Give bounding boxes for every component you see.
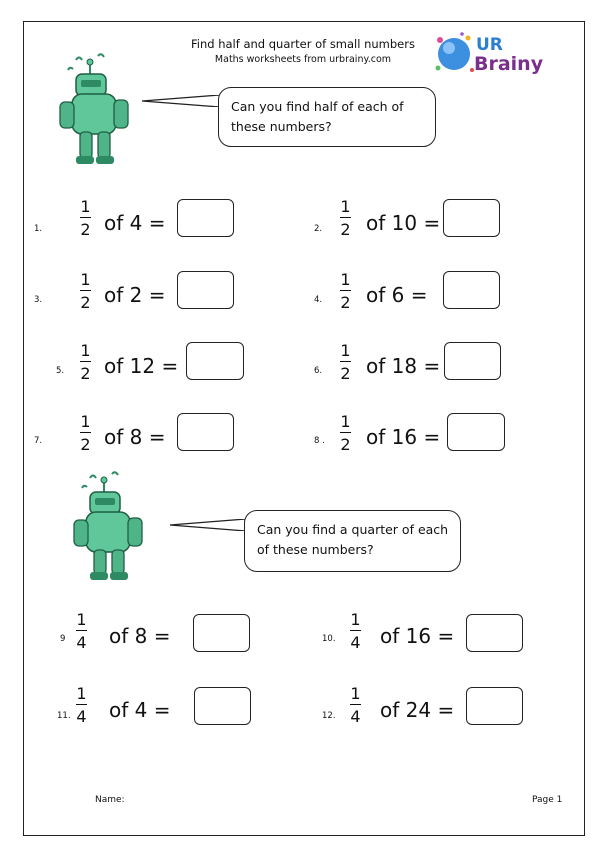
fraction	[340, 270, 351, 312]
fraction-denominator: 2	[80, 293, 91, 313]
page-number: Page 1	[532, 795, 563, 805]
fraction-bar	[350, 704, 361, 705]
question-number: 1.	[34, 224, 43, 234]
fraction-denominator: 2	[340, 364, 351, 384]
speech-bubble-tail	[168, 519, 246, 531]
fraction-bar	[340, 217, 351, 218]
question-expression: of 2 =	[104, 283, 166, 307]
answer-box[interactable]	[466, 614, 523, 652]
robot-mascot-icon	[58, 52, 130, 176]
robot-mascot-icon	[72, 470, 144, 590]
question-number: 7.	[34, 436, 43, 446]
question-number: 9	[60, 634, 66, 644]
answer-box[interactable]	[447, 413, 505, 451]
fraction	[76, 684, 87, 726]
name-label: Name:	[95, 795, 125, 805]
fraction-denominator: 2	[80, 364, 91, 384]
question-expression: of 8 =	[109, 624, 171, 648]
speech-bubble-half	[218, 87, 436, 147]
fraction-bar	[350, 630, 361, 631]
fraction-numerator: 1	[76, 684, 87, 703]
question-expression: of 18 =	[366, 354, 441, 378]
fraction-denominator: 2	[340, 435, 351, 455]
fraction	[340, 412, 351, 454]
answer-box[interactable]	[466, 687, 523, 725]
fraction-numerator: 1	[340, 270, 351, 289]
fraction-bar	[340, 361, 351, 362]
question-expression: of 10 =	[366, 211, 441, 235]
fraction-denominator: 4	[76, 633, 87, 653]
fraction-numerator: 1	[76, 610, 87, 629]
question-number: 6.	[314, 366, 323, 376]
fraction-bar	[340, 290, 351, 291]
fraction-numerator: 1	[80, 270, 91, 289]
question-number: 8 .	[314, 436, 325, 446]
fraction-numerator: 1	[340, 341, 351, 360]
fraction-bar	[80, 290, 91, 291]
brain-globe-icon	[432, 28, 552, 78]
prompt-line: these numbers?	[231, 119, 332, 134]
fraction	[80, 341, 91, 383]
prompt-line: Can you find a quarter of each	[257, 522, 449, 537]
question-expression: of 8 =	[104, 425, 166, 449]
answer-box[interactable]	[443, 271, 500, 309]
question-expression: of 4 =	[104, 211, 166, 235]
answer-box[interactable]	[177, 199, 234, 237]
fraction-numerator: 1	[340, 412, 351, 431]
fraction-denominator: 2	[80, 435, 91, 455]
prompt-line: of these numbers?	[257, 542, 374, 557]
fraction-numerator: 1	[350, 610, 361, 629]
question-expression: of 16 =	[380, 624, 455, 648]
question-expression: of 16 =	[366, 425, 441, 449]
speech-bubble-tail	[140, 95, 220, 107]
fraction-bar	[80, 217, 91, 218]
fraction-numerator: 1	[340, 197, 351, 216]
answer-box[interactable]	[177, 413, 234, 451]
fraction-denominator: 2	[340, 220, 351, 240]
fraction-denominator: 4	[350, 707, 361, 727]
prompt-line: Can you find half of each of	[231, 99, 404, 114]
question-expression: of 12 =	[104, 354, 179, 378]
fraction-bar	[80, 361, 91, 362]
fraction	[340, 341, 351, 383]
fraction	[80, 197, 91, 239]
fraction-bar	[80, 432, 91, 433]
fraction	[350, 684, 361, 726]
answer-box[interactable]	[193, 614, 250, 652]
question-number: 12.	[322, 711, 336, 721]
svg-text:UR: UR	[476, 35, 503, 55]
fraction-bar	[76, 704, 87, 705]
question-expression: of 4 =	[109, 698, 171, 722]
question-number: 2.	[314, 224, 323, 234]
fraction	[340, 197, 351, 239]
question-number: 5.	[56, 366, 65, 376]
fraction-numerator: 1	[80, 197, 91, 216]
speech-bubble-quarter	[244, 510, 461, 572]
fraction-denominator: 2	[340, 293, 351, 313]
question-number: 10.	[322, 634, 336, 644]
urbrainy-logo	[432, 28, 552, 78]
answer-box[interactable]	[194, 687, 251, 725]
worksheet-title: Find half and quarter of small numbers	[191, 37, 415, 51]
answer-box[interactable]	[177, 271, 234, 309]
question-number: 4.	[314, 295, 323, 305]
question-number: 3.	[34, 295, 43, 305]
answer-box[interactable]	[444, 342, 501, 380]
fraction-numerator: 1	[350, 684, 361, 703]
question-expression: of 6 =	[366, 283, 428, 307]
worksheet-subtitle: Maths worksheets from urbrainy.com	[214, 54, 392, 65]
fraction-denominator: 4	[76, 707, 87, 727]
fraction	[350, 610, 361, 652]
fraction	[80, 412, 91, 454]
fraction-numerator: 1	[80, 341, 91, 360]
svg-text:Brainy: Brainy	[474, 53, 544, 75]
fraction-denominator: 2	[80, 220, 91, 240]
fraction-bar	[340, 432, 351, 433]
fraction-denominator: 4	[350, 633, 361, 653]
fraction-numerator: 1	[80, 412, 91, 431]
fraction	[80, 270, 91, 312]
answer-box[interactable]	[186, 342, 244, 380]
answer-box[interactable]	[443, 199, 500, 237]
fraction-bar	[76, 630, 87, 631]
question-expression: of 24 =	[380, 698, 455, 722]
question-number: 11.	[57, 711, 71, 721]
fraction	[76, 610, 87, 652]
